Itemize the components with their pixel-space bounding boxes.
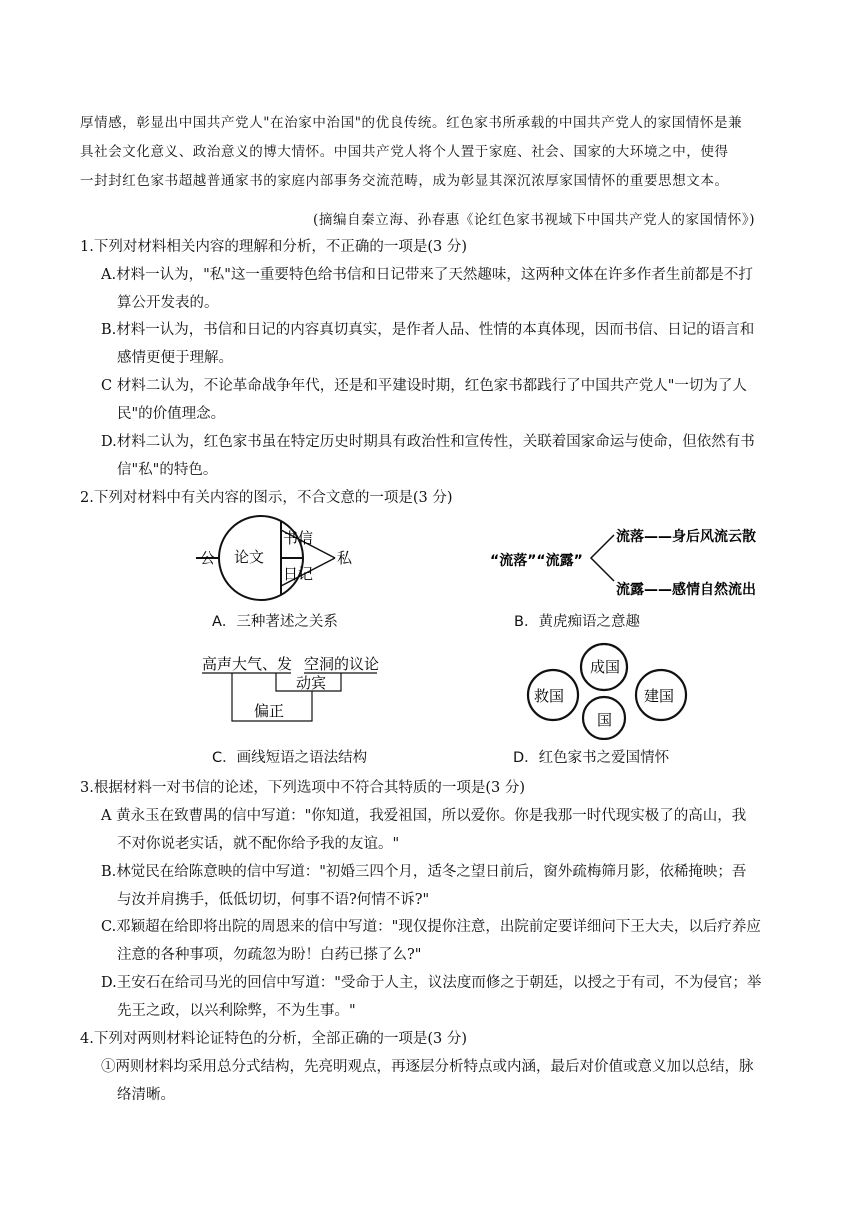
figure-d-right-label: 建国	[644, 687, 675, 705]
q4-item-1-line2: 络清晰。	[117, 1087, 175, 1103]
q4-stem: 4.下列对两则材料论证特色的分析，全部正确的一项是(3 分)	[80, 1031, 467, 1047]
figure-a-top-label: 书信	[283, 529, 314, 547]
q1-option-a-line2: 算公开发表的。	[117, 295, 219, 311]
figure-a-left-label: 公	[200, 549, 216, 567]
q1-option-d-line1: D.材料二认为，红色家书虽在特定历史时期具有政治性和宣传性，关联着国家命运与使命，但依然有书	[101, 434, 755, 450]
figure-b-branch-2: 流露——感情自然流出	[616, 582, 756, 598]
intro-line-2: 具社会文化意义、政治意义的博大情怀。中国共产党人将个人置于家庭、社会、国家的大环境之中，使得	[80, 144, 729, 160]
figure-b-branch-lines	[591, 535, 614, 581]
figure-a-diagram	[196, 510, 366, 608]
figure-c-label-1: 动宾	[296, 674, 327, 692]
q1-option-a-line1: A.材料一认为，"私"这一重要特色给书信和日记带来了天然趣味，这两种文体在许多作者生前都是不打	[101, 267, 753, 283]
q3-option-d-line2: 先王之政，以兴利除弊，不为生事。"	[117, 1003, 356, 1019]
q3-option-c-line2: 注意的各种事项，勿疏忽为盼！白药已搽了么?"	[117, 947, 422, 963]
q1-stem: 1.下列对材料相关内容的理解和分析，不正确的一项是(3 分)	[80, 239, 467, 255]
q3-option-c-line1: C.邓颖超在给即将出院的周恩来的信中写道："现仅提你注意，出院前定要详细问下王大夫，以后疗养应	[101, 919, 761, 935]
q1-option-b-line2: 感情更便于理解。	[117, 350, 233, 366]
q3-stem: 3.根据材料一对书信的论述，下列选项中不符合其特质的一项是(3 分)	[80, 780, 525, 796]
q3-option-d-line1: D.王安石在给司马光的回信中写道："受命于人主，议法度而修之于朝廷，以授之于有司，不为侵官；举	[101, 975, 762, 991]
q3-option-b-line2: 与汝并肩携手，低低切切，何事不语?何情不诉?"	[117, 892, 430, 908]
intro-line-1: 厚情感，彰显出中国共产党人"在治家中治国"的优良传统。红色家书所承载的中国共产党人的家国情怀是兼	[80, 115, 743, 131]
figure-c-label-2: 偏正	[254, 702, 285, 720]
q3-option-a-line1: A 黄永玉在致曹禺的信中写道："你知道，我爱祖国，所以爱你。你是我那一时代现实极了的高山，我	[101, 808, 747, 824]
figure-d-left-label: 救国	[534, 687, 565, 705]
q2-stem: 2.下列对材料中有关内容的图示，不合文意的一项是(3 分)	[80, 490, 453, 506]
figure-c-phrase-2: 空洞的议论	[304, 655, 380, 673]
q1-option-b-line1: B.材料一认为，书信和日记的内容真切真实，是作者人品、性情的本真体现，因而书信、日记的语言和	[101, 322, 755, 338]
figure-a-right-label: 私	[337, 549, 353, 567]
q4-item-1-line1: ①两则材料均采用总分式结构，先亮明观点，再逐层分析特点或内涵，最后对价值或意义加以总结，脉	[101, 1059, 754, 1075]
figure-d-caption: D．红色家书之爱国情怀	[513, 750, 670, 766]
figure-a-center-label: 论文	[234, 548, 265, 566]
q3-option-b-line1: B.林觉民在给陈意映的信中写道："初婚三四个月，适冬之望日前后，窗外疏梅筛月影，依稀掩映；吾	[101, 864, 747, 880]
figure-d-center-label: 国	[597, 711, 613, 729]
q3-option-a-line2: 不对你说老实话，就不配你给予我的友谊。"	[117, 836, 400, 852]
q1-option-d-line2: 信"私"的特色。	[117, 462, 218, 478]
q1-option-c-line2: 民"的价值理念。	[117, 406, 226, 422]
figure-d-diagram	[520, 640, 700, 740]
figure-a-bottom-label: 日记	[283, 565, 314, 583]
figure-b-branch-1: 流落——身后风流云散	[616, 529, 756, 545]
q1-option-c-line1: C 材料二认为，不论革命战争年代，还是和平建设时期，红色家书都践行了中国共产党人"一切为了人	[101, 378, 747, 394]
figure-b-root-label: “流落”“流露”	[490, 553, 583, 569]
figure-b-caption: B．黄虎痴语之意趣	[514, 614, 640, 630]
figure-c-diagram	[196, 652, 386, 727]
source-citation: (摘编自秦立海、孙春惠《论红色家书视域下中国共产党人的家国情怀》)	[313, 212, 756, 228]
figure-c-caption: C．画线短语之语法结构	[212, 750, 368, 766]
figure-a-caption: A．三种著述之关系	[212, 614, 338, 630]
figure-c-phrase-1: 高声大气、发	[202, 655, 293, 673]
figure-b-diagram	[490, 518, 780, 602]
intro-line-3: 一封封红色家书超越普通家书的家庭内部事务交流范畴，成为彰显其深沉浓厚家国情怀的重要思想文本。	[80, 173, 729, 189]
figure-d-top-label: 成国	[590, 658, 621, 676]
